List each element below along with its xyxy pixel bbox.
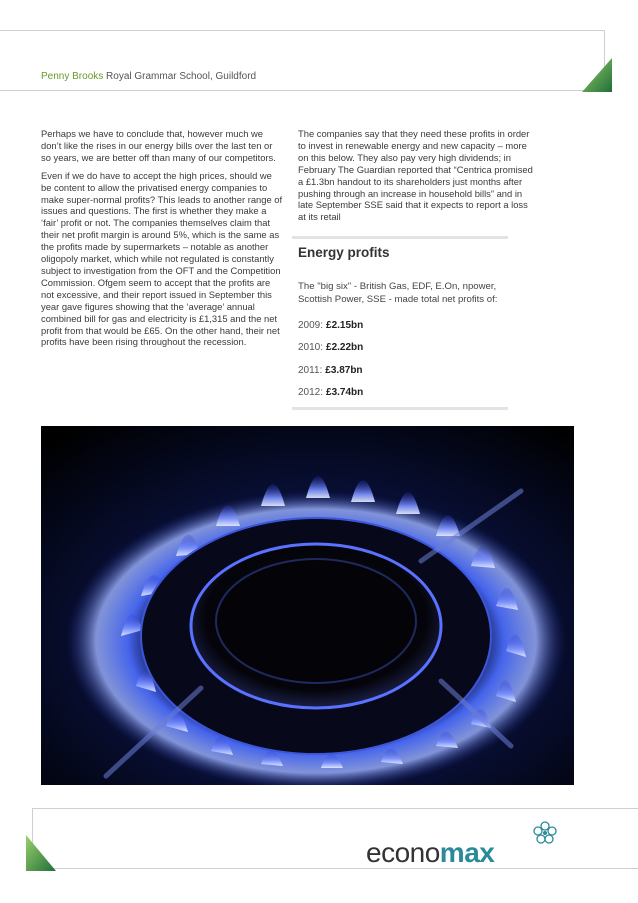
footer-triangle-icon bbox=[26, 835, 56, 871]
logo-text-bold: max bbox=[439, 837, 495, 868]
right-text-column bbox=[298, 128, 534, 229]
profit-year: 2011: bbox=[298, 365, 323, 376]
profit-row bbox=[298, 387, 363, 398]
footer-divider-top bbox=[32, 808, 638, 809]
left-text-column bbox=[41, 128, 283, 354]
flower-icon bbox=[530, 818, 560, 848]
economax-logo bbox=[366, 838, 494, 868]
profit-value: £2.22bn bbox=[326, 342, 364, 353]
profit-value: £3.74bn bbox=[326, 387, 364, 398]
school-name: Royal Grammar School, Guildford bbox=[106, 71, 257, 82]
profit-row bbox=[298, 342, 363, 353]
profit-row bbox=[298, 365, 363, 376]
profit-year: 2010: bbox=[298, 342, 324, 353]
paragraph: Even if we do have to accept the high prices, should we be content to allow the privatised energy companies to make super-normal profits? This leads to another range of issues and questions. The first is whether they make a ‘fair’ profit or not. The companies themselves claim that their net profit margin is around 5%, which is the same as the profits made by supermarkets – notable as another oligopoly market, which while not regulated is constantly subject to investigation from the OFT and the Competition Commission. Ofgem seem to accept that the profits are not excessive, and their report issued in September this year gave figures showing that the ‘average’ annual combined bill for gas and electricity is £1,315 and the net profit from that would be £65. On the other hand, their net profits have been rising throughout the recession. bbox=[41, 169, 283, 348]
profit-row bbox=[298, 320, 363, 331]
profits-title: Energy profits bbox=[298, 245, 390, 260]
energy-profits-box bbox=[292, 236, 508, 410]
author-name: Penny Brooks bbox=[41, 71, 104, 82]
logo-text-light: econo bbox=[366, 837, 440, 868]
profit-value: £3.87bn bbox=[325, 365, 363, 376]
paragraph: The companies say that they need these profits in order to invest in renewable energy and new capacity – more on this below. They also pay very high dividends; in February The Guardian reported that “Centrica promised a £1.3bn handout to its shareholders just months after pushing through an increase in household bills” and in late September SSE said that it expects to report a loss at its retail bbox=[298, 128, 533, 223]
gas-burner-photo bbox=[41, 426, 574, 785]
header-divider-bottom bbox=[0, 90, 604, 91]
profits-description: The "big six" - British Gas, EDF, E.On, npower, Scottish Power, SSE - made total net profits of: bbox=[298, 281, 498, 305]
gas-burner-illustration bbox=[41, 426, 574, 785]
profit-value: £2.15bn bbox=[326, 320, 364, 331]
profit-year: 2009: bbox=[298, 320, 324, 331]
paragraph: Perhaps we have to conclude that, however much we don’t like the rises in our energy bills over the last ten or so years, we are better off than many of our competitors. bbox=[41, 128, 276, 163]
profit-year: 2012: bbox=[298, 387, 324, 398]
corner-triangle-icon bbox=[582, 58, 612, 92]
header-divider-top bbox=[0, 30, 604, 31]
page-header bbox=[41, 71, 256, 82]
footer-divider-bottom bbox=[32, 868, 638, 869]
